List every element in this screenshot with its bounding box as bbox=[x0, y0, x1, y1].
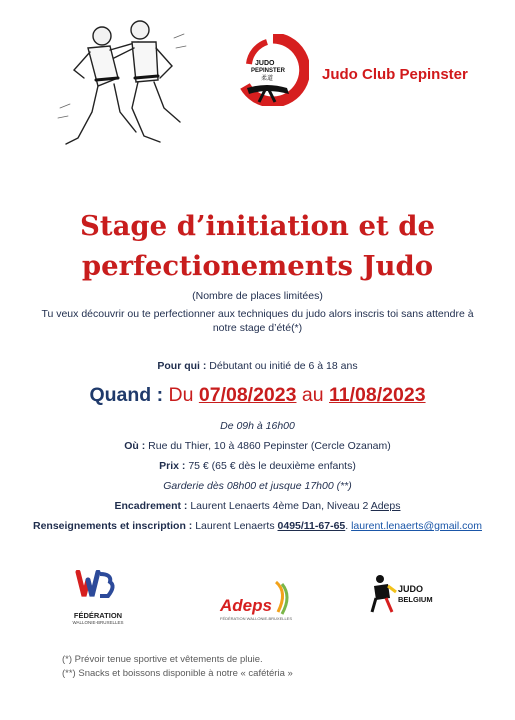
location-label: Où : bbox=[124, 440, 146, 452]
judo-belgium-logo bbox=[370, 572, 440, 622]
phone-number[interactable]: 0495/11-67-65 bbox=[277, 520, 346, 532]
adeps-logo bbox=[216, 578, 296, 628]
club-name: Judo Club Pepinster bbox=[322, 66, 468, 83]
title-line-2: perfectionements Judo bbox=[81, 250, 434, 282]
date-end: 11/08/2023 bbox=[329, 384, 426, 406]
judo-belgium-figure-icon bbox=[370, 572, 398, 616]
renseignements-line bbox=[0, 520, 515, 532]
renseignements-name: Laurent Lenaerts bbox=[192, 520, 278, 532]
places-limited-note: (Nombre de places limitées) bbox=[192, 290, 323, 302]
judo-players-illustration bbox=[40, 8, 200, 158]
footnote-1: (*) Prévoir tenue sportive et vêtements de pluie. bbox=[62, 654, 263, 665]
club-logo-text-judo: JUDO bbox=[255, 60, 275, 67]
garderie-line: Garderie dès 08h00 et jusque 17h00 (**) bbox=[163, 480, 352, 492]
title-line-1: Stage d’initiation et de bbox=[80, 210, 435, 242]
federation-line-2: WALLONIE-BRUXELLES bbox=[72, 620, 124, 625]
encadrement-value: Laurent Lenaerts 4ème Dan, Niveau 2 bbox=[187, 500, 371, 512]
club-logo-text-pepinster: PEPINSTER bbox=[251, 68, 286, 74]
email-link[interactable]: laurent.lenaerts@gmail.com bbox=[351, 520, 482, 532]
renseignements-label: Renseignements et inscription : bbox=[33, 520, 193, 532]
stage-title bbox=[0, 206, 515, 286]
invite-text-line-2: notre stage d’été(*) bbox=[212, 322, 303, 334]
quand-du: Du bbox=[168, 384, 199, 406]
encadrement-line bbox=[0, 500, 515, 512]
federation-wallonie-bruxelles-logo bbox=[68, 570, 128, 630]
pour-qui-value: Débutant ou initié de 6 à 18 ans bbox=[206, 360, 358, 372]
footnote-2: (**) Snacks et boissons disponible à notre « cafétéria » bbox=[62, 668, 293, 679]
hours-line: De 09h à 16h00 bbox=[220, 420, 295, 432]
quand-label: Quand : bbox=[89, 384, 169, 406]
club-logo-kanji: 柔道 bbox=[261, 75, 274, 82]
judo-belgium-line-1: JUDO bbox=[398, 584, 424, 594]
quand-au: au bbox=[296, 384, 330, 406]
federation-wb-icon bbox=[68, 570, 128, 604]
encadrement-adeps: Adeps bbox=[370, 500, 401, 512]
price-line bbox=[0, 460, 515, 472]
price-label: Prix : bbox=[159, 460, 186, 472]
encadrement-label: Encadrement : bbox=[114, 500, 188, 512]
judo-club-pepinster-logo bbox=[237, 34, 309, 106]
date-start: 07/08/2023 bbox=[198, 384, 297, 406]
judo-belgium-line-2: BELGIUM bbox=[398, 595, 433, 604]
federation-line-1: FÉDÉRATION bbox=[73, 611, 123, 620]
invite-text-line-1: Tu veux découvrir ou te perfectionner aux techniques du judo alors inscris toi sans attendre à bbox=[41, 308, 474, 320]
separator: . bbox=[345, 520, 352, 532]
location-line bbox=[0, 440, 515, 452]
quand-line bbox=[0, 384, 515, 407]
pour-qui-line bbox=[0, 360, 515, 372]
price-value: 75 € (65 € dès le deuxième enfants) bbox=[185, 460, 356, 472]
location-value: Rue du Thier, 10 à 4860 Pepinster (Cercle Ozanam) bbox=[145, 440, 391, 452]
adeps-subtitle: FÉDÉRATION WALLONIE-BRUXELLES bbox=[220, 616, 293, 621]
adeps-wordmark: Adeps bbox=[220, 596, 272, 615]
pour-qui-label: Pour qui : bbox=[157, 360, 207, 372]
